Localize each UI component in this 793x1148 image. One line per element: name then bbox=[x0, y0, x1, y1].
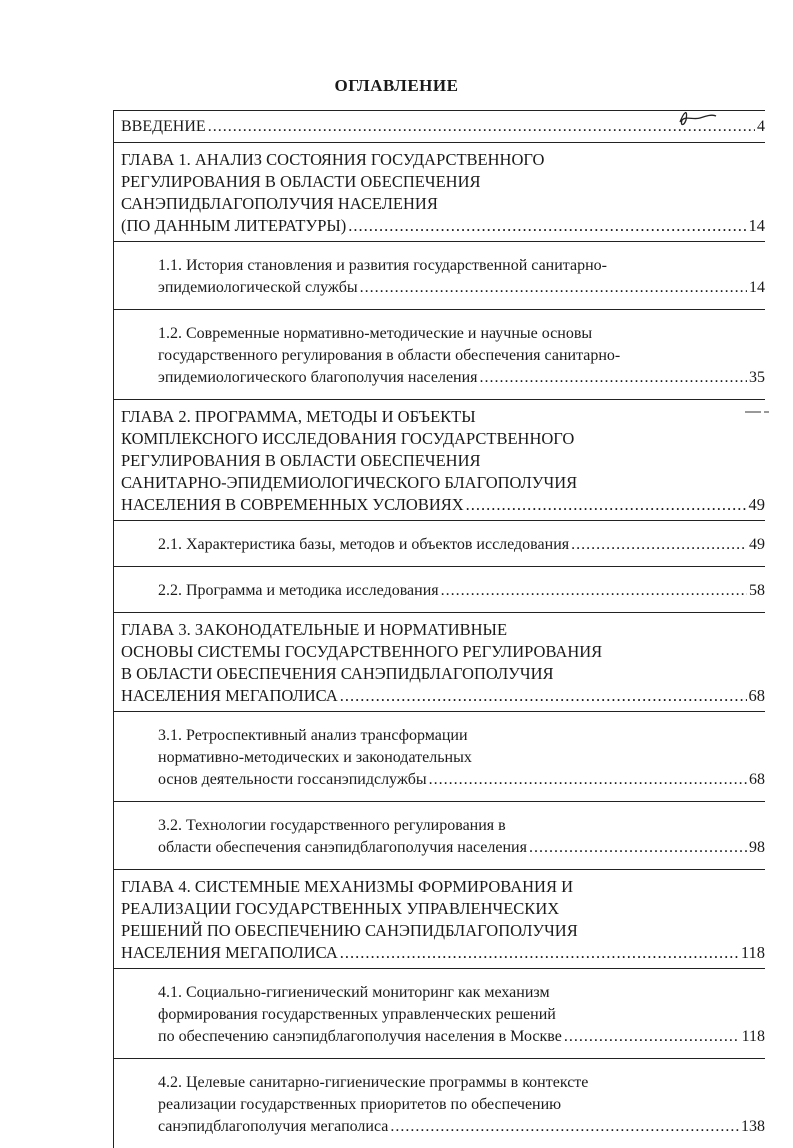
page-number: 49 bbox=[749, 536, 765, 553]
entry-title-line: ГЛАВА 2. ПРОГРАММА, МЕТОДЫ И ОБЪЕКТЫ bbox=[121, 407, 476, 426]
entry-title-line: эпидемиологического благополучия населения bbox=[158, 369, 478, 386]
entry-title-line: 2.1. Характеристика базы, методов и объектов исследования bbox=[158, 536, 570, 553]
toc-entry-chapter-3[interactable] bbox=[121, 619, 765, 707]
entry-title-line: ГЛАВА 4. СИСТЕМНЫЕ МЕХАНИЗМЫ ФОРМИРОВАНИЯ И bbox=[121, 877, 574, 896]
toc-chapter-row bbox=[113, 612, 765, 711]
leader-dots bbox=[529, 837, 747, 859]
page-number: 68 bbox=[748, 686, 765, 705]
entry-title-line: РЕГУЛИРОВАНИЯ В ОБЛАСТИ ОБЕСПЕЧЕНИЯ bbox=[121, 172, 481, 191]
leader-dots bbox=[466, 494, 747, 516]
page-number: 68 bbox=[749, 771, 765, 788]
leader-dots bbox=[429, 769, 747, 791]
entry-title-line: НАСЕЛЕНИЯ МЕГАПОЛИСА bbox=[121, 943, 338, 962]
page-number: 118 bbox=[740, 943, 765, 962]
leader-dots bbox=[571, 534, 747, 556]
leader-dots bbox=[208, 116, 755, 138]
entry-title-line: РЕШЕНИЙ ПО ОБЕСПЕЧЕНИЮ САНЭПИДБЛАГОПОЛУЧИЯ bbox=[121, 921, 578, 940]
entry-title-line: САНЭПИДБЛАГОПОЛУЧИЯ НАСЕЛЕНИЯ bbox=[121, 194, 438, 213]
entry-title-line: по обеспечению санэпидблагополучия населения в Москве bbox=[158, 1028, 562, 1045]
toc-entry-section-3-1[interactable] bbox=[158, 712, 765, 791]
entry-title-line: 2.2. Программа и методика исследования bbox=[158, 582, 439, 599]
toc-entry-section-3-2[interactable] bbox=[158, 802, 765, 859]
entry-title-line: государственного регулирования в области обеспечения санитарно- bbox=[158, 347, 621, 364]
entry-title-line: САНИТАРНО-ЭПИДЕМИОЛОГИЧЕСКОГО БЛАГОПОЛУЧИЯ bbox=[121, 473, 578, 492]
entry-title-line: основ деятельности госсанэпидслужбы bbox=[158, 771, 427, 788]
entry-title-line: РЕГУЛИРОВАНИЯ В ОБЛАСТИ ОБЕСПЕЧЕНИЯ bbox=[121, 451, 481, 470]
toc-chapter-row bbox=[113, 869, 765, 968]
entry-title-line: 4.2. Целевые санитарно-гигиенические программы в контексте bbox=[158, 1074, 589, 1091]
entry-title-line: НАСЕЛЕНИЯ В СОВРЕМЕННЫХ УСЛОВИЯХ bbox=[121, 495, 464, 514]
toc-entry-chapter-1[interactable] bbox=[121, 149, 765, 237]
entry-title-line: эпидемиологической службы bbox=[158, 279, 358, 296]
leader-dots bbox=[360, 277, 747, 299]
page-number: 58 bbox=[749, 582, 765, 599]
entry-title-line: формирования государственных управленческих решений bbox=[158, 1006, 556, 1023]
toc-entry-section-1-2[interactable] bbox=[158, 310, 765, 389]
entry-title-line: РЕАЛИЗАЦИИ ГОСУДАРСТВЕННЫХ УПРАВЛЕНЧЕСКИХ bbox=[121, 899, 560, 918]
leader-dots bbox=[390, 1116, 739, 1138]
page-number: 35 bbox=[749, 369, 765, 386]
toc-chapter-row bbox=[113, 142, 765, 241]
toc-section-row bbox=[113, 309, 765, 399]
entry-title-line: 4.1. Социально-гигиенический мониторинг как механизм bbox=[158, 984, 550, 1001]
entry-title-line: 3.1. Ретроспективный анализ трансформации bbox=[158, 727, 468, 744]
page-number: 118 bbox=[741, 1028, 765, 1045]
page-number: 14 bbox=[748, 216, 765, 235]
page-number: 49 bbox=[748, 495, 765, 514]
entry-title-line: 1.1. История становления и развития государственной санитарно- bbox=[158, 257, 607, 274]
toc-chapter-row bbox=[113, 399, 765, 520]
entry-title-line: КОМПЛЕКСНОГО ИССЛЕДОВАНИЯ ГОСУДАРСТВЕННОГО bbox=[121, 429, 575, 448]
leader-dots bbox=[564, 1026, 740, 1048]
page-number: 138 bbox=[741, 1118, 765, 1135]
toc-entry-chapter-4[interactable] bbox=[121, 876, 765, 964]
entry-title-line: 3.2. Технологии государственного регулирования в bbox=[158, 817, 506, 834]
toc-section-row bbox=[113, 520, 765, 566]
toc-entry-section-4-2[interactable] bbox=[158, 1059, 765, 1138]
entry-title-line: ОСНОВЫ СИСТЕМЫ ГОСУДАРСТВЕННОГО РЕГУЛИРОВАНИЯ bbox=[121, 642, 603, 661]
toc-section-row bbox=[113, 241, 765, 309]
leader-dots bbox=[441, 580, 747, 602]
page-number: 14 bbox=[749, 279, 765, 296]
toc-section-row bbox=[113, 1058, 765, 1148]
toc-entry-intro[interactable] bbox=[121, 116, 765, 138]
entry-title-line: области обеспечения санэпидблагополучия населения bbox=[158, 839, 527, 856]
page-number: 98 bbox=[749, 839, 765, 856]
toc-entry-chapter-2[interactable] bbox=[121, 406, 765, 516]
page-number: 4 bbox=[757, 118, 765, 135]
entry-title-line: санэпидблагополучия мегаполиса bbox=[158, 1118, 389, 1135]
leader-dots bbox=[348, 215, 746, 237]
leader-dots bbox=[340, 685, 747, 707]
toc-entry-section-4-1[interactable] bbox=[158, 969, 765, 1048]
entry-title-line: 1.2. Современные нормативно-методические и научные основы bbox=[158, 325, 593, 342]
leader-dots bbox=[480, 367, 747, 389]
toc-section-row bbox=[113, 711, 765, 801]
toc-entry-section-1-1[interactable] bbox=[158, 242, 765, 299]
entry-title-line: (ПО ДАННЫМ ЛИТЕРАТУРЫ) bbox=[121, 216, 347, 235]
leader-dots bbox=[340, 942, 739, 964]
toc-section-row bbox=[113, 968, 765, 1058]
entry-title-line: НАСЕЛЕНИЯ МЕГАПОЛИСА bbox=[121, 686, 338, 705]
page-title: ОГЛАВЛЕНИЕ bbox=[334, 76, 459, 95]
toc-table bbox=[113, 110, 765, 1148]
entry-title-line: нормативно-методических и законодательных bbox=[158, 749, 472, 766]
entry-title-line: реализации государственных приоритетов по обеспечению bbox=[158, 1096, 562, 1113]
entry-title: ВВЕДЕНИЕ bbox=[121, 118, 206, 135]
toc-section-row bbox=[113, 566, 765, 612]
entry-title-line: ГЛАВА 1. АНАЛИЗ СОСТОЯНИЯ ГОСУДАРСТВЕННОГО bbox=[121, 150, 545, 169]
toc-intro-row bbox=[113, 110, 765, 142]
toc-section-row bbox=[113, 801, 765, 869]
entry-title-line: ГЛАВА 3. ЗАКОНОДАТЕЛЬНЫЕ И НОРМАТИВНЫЕ bbox=[121, 620, 508, 639]
toc-entry-section-2-1[interactable] bbox=[158, 521, 765, 556]
entry-title-line: В ОБЛАСТИ ОБЕСПЕЧЕНИЯ САНЭПИДБЛАГОПОЛУЧИЯ bbox=[121, 664, 554, 683]
toc-entry-section-2-2[interactable] bbox=[158, 567, 765, 602]
